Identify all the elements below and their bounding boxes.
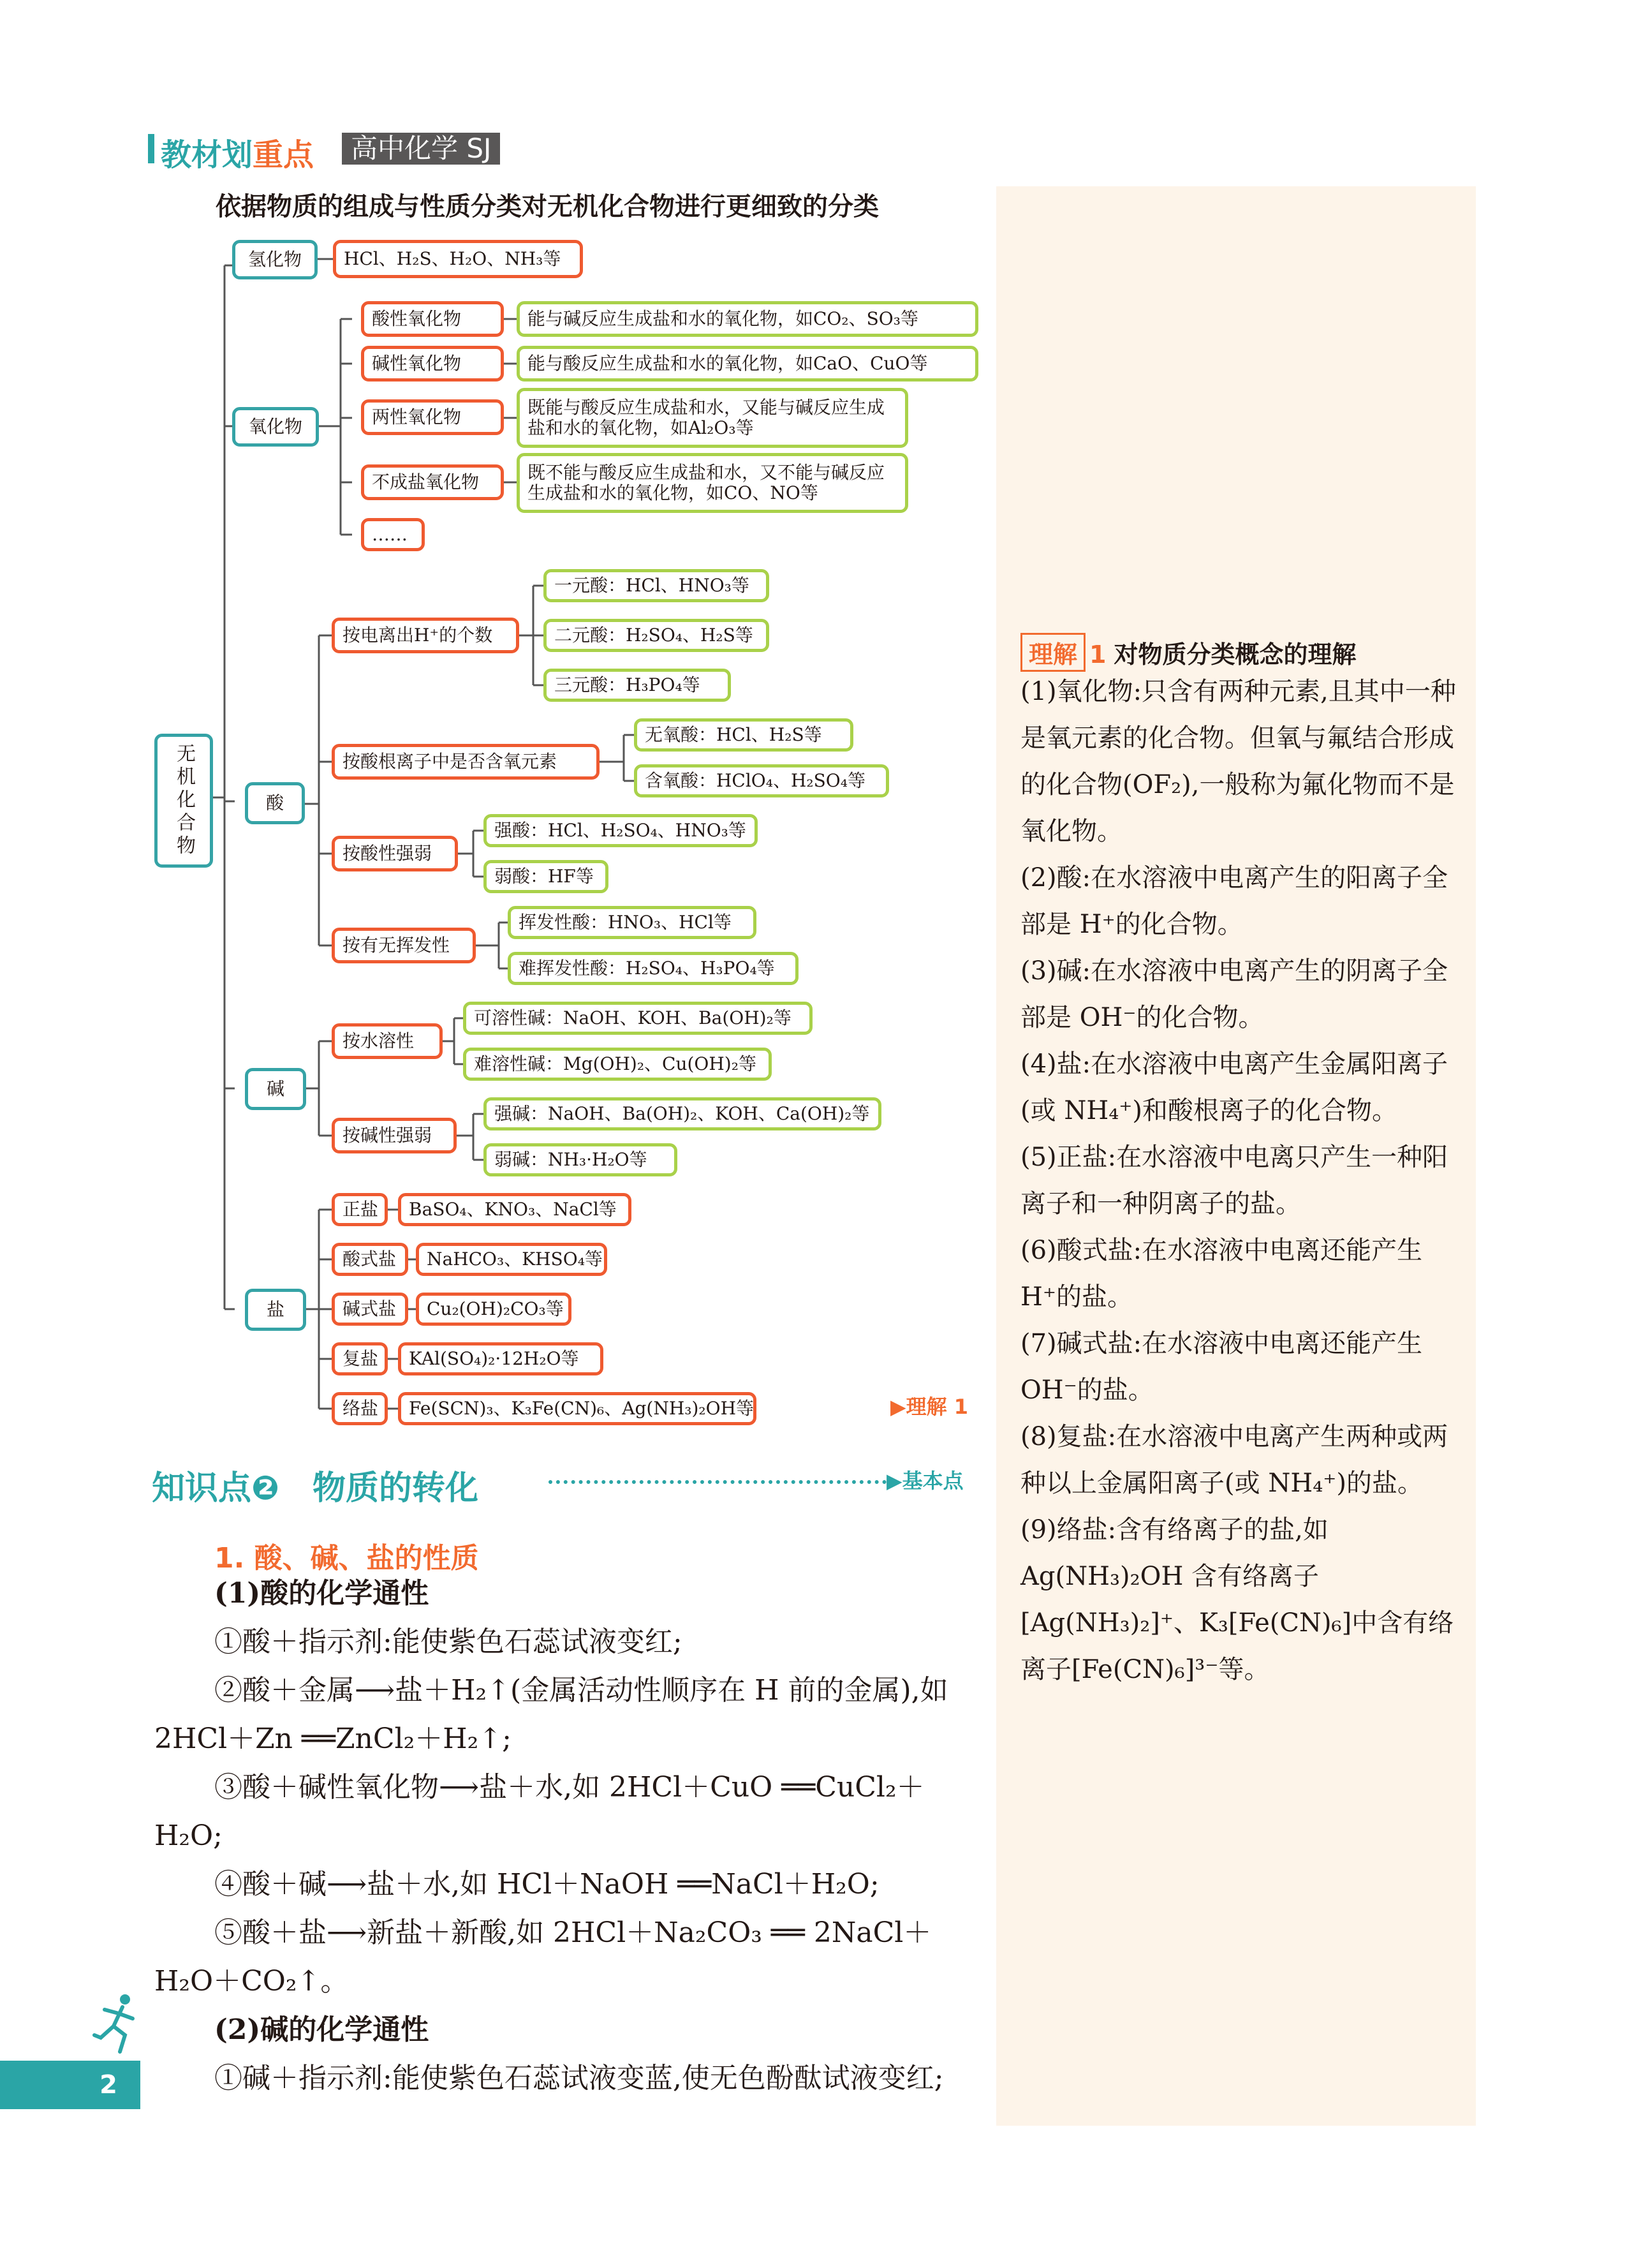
salt-basic-example: Cu₂(OH)₂CO₃等 [416,1293,571,1326]
base-soluble: 可溶性碱：NaOH、KOH、Ba(OH)₂等 [463,1002,813,1035]
oxide-non-salt-forming-desc: 既不能与酸反应生成盐和水，又不能与碱反应生成盐和水的氧化物，如CO、NO等 [517,453,908,513]
reference-link[interactable]: ▶理解 1 [890,1395,969,1419]
acid-property-4: ④酸＋碱⟶盐＋水,如 HCl＋NaOH ══NaCl＋H₂O; [214,1868,880,1901]
category-salt: 盐 [245,1289,306,1331]
acid-weak: 弱酸：HF等 [483,860,608,893]
hydride-example: HCl、H₂S、H₂O、NH₃等 [333,240,583,278]
side-item-double-salt: (8)复盐:在水溶液中电离产生两种或两种以上金属阳离子(或 NH₄⁺)的盐。 [1020,1422,1448,1498]
base-properties-heading: (2)碱的化学通性 [214,2013,429,2046]
salt-complex-example: Fe(SCN)₃、K₃Fe(CN)₆、Ag(NH₃)₂OH等 [398,1392,756,1425]
base-weak: 弱碱：NH₃·H₂O等 [483,1143,677,1176]
oxide-amphoteric: 两性氧化物 [361,399,504,435]
acid-group-oxygen: 按酸根离子中是否含氧元素 [332,744,600,780]
side-item-basic-salt: (7)碱式盐:在水溶液中电离还能产生 OH⁻的盐。 [1020,1329,1423,1405]
section-heading: 1. 酸、碱、盐的性质 [214,1542,479,1575]
root-inorganic-compounds: 无机化合物 [154,734,213,868]
salt-acid-example: NaHCO₃、KHSO₄等 [416,1243,607,1276]
side-panel-body [1020,669,1461,1693]
salt-normal: 正盐 [332,1193,388,1226]
oxide-basic: 碱性氧化物 [361,346,504,382]
salt-acid: 酸式盐 [332,1243,408,1276]
salt-double: 复盐 [332,1342,388,1375]
acid-oxyacid: 含氧酸：HClO₄、H₂SO₄等 [634,764,889,797]
oxide-acidic: 酸性氧化物 [361,301,504,337]
side-item-acid: (2)酸:在水溶液中电离产生的阳离子全部是 H⁺的化合物。 [1020,863,1448,939]
side-panel-title: 对物质分类概念的理解 [1114,641,1357,669]
basic-point-tag[interactable]: ▶基本点 [887,1469,964,1493]
oxide-amphoteric-desc: 既能与酸反应生成盐和水，又能与碱反应生成盐和水的氧化物，如Al₂O₃等 [517,388,908,448]
salt-double-example: KAl(SO₄)₂·12H₂O等 [398,1342,603,1375]
side-item-base: (3)碱:在水溶液中电离产生的阴离子全部是 OH⁻的化合物。 [1020,956,1448,1032]
subject-label: 高中化学 SJ [342,133,500,165]
page-number: 2 [0,2061,140,2109]
salt-basic: 碱式盐 [332,1293,408,1326]
acid-property-1: ①酸＋指示剂:能使紫色石蕊试液变红; [214,1626,682,1658]
base-group-solubility: 按水溶性 [332,1023,443,1059]
oxide-more: …… [361,518,425,551]
acid-property-5: ⑤酸＋盐⟶新盐＋新酸,如 2HCl＋Na₂CO₃ ══ 2NaCl＋H₂O＋CO₂↑。 [154,1916,932,1997]
side-item-normal-salt: (5)正盐:在水溶液中电离只产生一种阳离子和一种阴离子的盐。 [1020,1143,1448,1219]
category-oxide: 氧化物 [232,407,319,447]
acid-group-volatility: 按有无挥发性 [332,928,476,963]
category-hydride: 氢化物 [232,240,318,279]
oxide-basic-desc: 能与酸反应生成盐和水的氧化物，如CaO、CuO等 [517,346,978,382]
acid-diprotic: 二元酸：H₂SO₄、H₂S等 [543,619,769,652]
category-base: 碱 [245,1068,306,1110]
base-strong: 强碱：NaOH、Ba(OH)₂、KOH、Ca(OH)₂等 [483,1097,881,1130]
acid-property-2: ②酸＋金属⟶盐＋H₂↑(金属活动性顺序在 H 前的金属),如 2HCl＋Zn ══ZnCl₂＋H₂↑; [154,1674,948,1755]
side-item-acid-salt: (6)酸式盐:在水溶液中电离还能产生 H⁺的盐。 [1020,1236,1423,1312]
acid-properties-heading: (1)酸的化学通性 [214,1577,429,1610]
understanding-number: 1 [1089,641,1107,669]
base-property-1: ①碱＋指示剂:能使紫色石蕊试液变蓝,使无色酚酞试液变红; [214,2062,944,2094]
acid-volatile: 挥发性酸：HNO₃、HCl等 [508,906,756,939]
side-panel-heading [1020,633,1356,672]
side-item-complex-salt: (9)络盐:含有络离子的盐,如 Ag(NH₃)₂OH 含有络离子[Ag(NH₃)₂]⁺、K₃[Fe(CN)₆]中含有络离子[Fe(CN)₆]³⁻等。 [1020,1515,1454,1684]
runner-figure-icon [91,1990,142,2061]
brand-title: 教材划重点 [161,137,314,173]
acid-property-3: ③酸＋碱性氧化物⟶盐＋水,如 2HCl＋CuO ══CuCl₂＋H₂O; [154,1771,925,1852]
acid-strong: 强酸：HCl、H₂SO₄、HNO₃等 [483,814,758,847]
side-item-oxide: (1)氧化物:只含有两种元素,且其中一种是氧元素的化合物。但氧与氟结合形成的化合物(OF₂),一般称为氟化物而不是氧化物。 [1020,677,1456,846]
salt-complex: 络盐 [332,1392,388,1425]
oxide-acidic-desc: 能与碱反应生成盐和水的氧化物，如CO₂、SO₃等 [517,301,978,337]
acid-monoprotic: 一元酸：HCl、HNO₃等 [543,569,769,602]
acid-nonvolatile: 难挥发性酸：H₂SO₄、H₃PO₄等 [508,952,799,985]
salt-normal-example: BaSO₄、KNO₃、NaCl等 [398,1193,631,1226]
acid-group-strength: 按酸性强弱 [332,836,458,871]
oxide-non-salt-forming: 不成盐氧化物 [361,464,504,500]
acid-triprotic: 三元酸：H₃PO₄等 [543,669,731,702]
base-group-strength: 按碱性强弱 [332,1118,457,1153]
acid-group-h-count: 按电离出H⁺的个数 [332,618,519,653]
title-dotted-leader [548,1480,887,1484]
knowledge-point-title: 知识点❷ 物质的转化 [152,1469,479,1508]
tree-title: 依据物质的组成与性质分类对无机化合物进行更细致的分类 [216,192,879,221]
side-item-salt: (4)盐:在水溶液中电离产生金属阳离子(或 NH₄⁺)和酸根离子的化合物。 [1020,1049,1448,1125]
category-acid: 酸 [245,782,305,824]
acid-oxygen-free: 无氧酸：HCl、H₂S等 [634,718,853,752]
base-insoluble: 难溶性碱：Mg(OH)₂、Cu(OH)₂等 [463,1048,772,1081]
understanding-badge: 理解 [1020,633,1086,672]
